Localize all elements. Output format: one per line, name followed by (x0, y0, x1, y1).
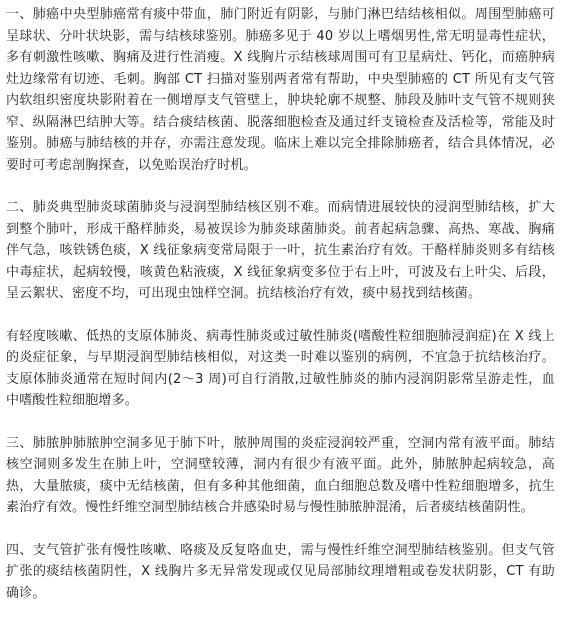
paragraph-atypical-pneumonia: 有轻度咳嗽、低热的支原体肺炎、病毒性肺炎或过敏性肺炎(嗜酸性粒细胞肺浸润症)在 X 线上的炎症征象，与早期浸润型肺结核相似，对这类一时难以鉴别的病例，不宜急于抗结核治疗。支原体肺炎通常在短时间内(2～3 周)可自行消散,过敏性肺炎的肺内浸润阴影常呈游走性，血中嗜酸性粒细胞增多。 (6, 328, 555, 408)
paragraph-gap (6, 305, 555, 326)
paragraph-gap (6, 519, 555, 540)
paragraph-gap (6, 412, 555, 433)
paragraph-gap (6, 176, 555, 197)
paragraph-pneumonia: 二、肺炎典型肺炎球菌肺炎与浸润型肺结核区别不难。而病情进展较快的浸润型肺结核，扩大到整个肺叶，形成干酪样肺炎，易被误诊为肺炎球菌肺炎。前者起病急骤、高热、寒战、胸痛伴气急，咳铁锈色痰，X 线征象病变常局限于一叶，抗生素治疗有效。干酪样肺炎则多有结核中毒症状，起病较慢，咳黄色粘液痰，X 线征象病变多位于右上叶，可波及右上叶尖、后段，呈云絮状、密度不均，可出现虫蚀样空洞。抗结核治疗有效，痰中易找到结核菌。 (6, 200, 555, 301)
paragraph-bronchiectasis: 四、支气管扩张有慢性咳嗽、咯痰及反复咯血史，需与慢性纤维空洞型肺结核鉴别。但支气管扩张的痰结核菌阴性，X 线胸片多无异常发现或仅见局部肺纹理增粗或卷发状阴影，CT 有助确诊。 (6, 542, 555, 601)
paragraph-lung-abscess: 三、肺脓肿肺脓肿空洞多见于肺下叶，脓肿周围的炎症浸润较严重，空洞内常有液平面。肺结核空洞则多发生在肺上叶，空洞壁较薄，洞内有很少有液平面。此外，肺脓肿起病较急，高热，大量脓痰，痰中无结核菌，但有多种其他细菌，血白细胞总数及嗜中性粒细胞增多，抗生素治疗有效。慢性纤维空洞型肺结核合并感染时易与慢性肺脓肿混淆，后者痰结核菌阴性。 (6, 435, 555, 515)
paragraph-lung-cancer: 一、肺癌中央型肺癌常有痰中带血，肺门附近有阴影，与肺门淋巴结结核相似。周围型肺癌可呈球状、分叶状块影，需与结核球鉴别。肺癌多见于 40 岁以上嗜烟男性,常无明显毒性症状，多有刺激性咳嗽、胸痛及进行性消瘦。X 线胸片示结核球周围可有卫星病灶、钙化，而癌肿病灶边缘常有切迹、毛刺。胸部 CT 扫描对鉴别两者常有帮助，中央型肺癌的 CT 所见有支气管内软组织密度块影附着在一侧增厚支气管壁上，肿块轮廓不规整、肺段及肺叶支气管不规则狭窄、纵隔淋巴结肿大等。结合痰结核菌、脱落细胞检查及通过纤支镜检查及活检等，常能及时鉴别。肺癌与肺结核的并存，亦需注意发现。临床上难以完全排除肺癌者，结合具体情况，必要时可考虑剖胸探查，以免贻误治疗时机。 (6, 7, 555, 173)
